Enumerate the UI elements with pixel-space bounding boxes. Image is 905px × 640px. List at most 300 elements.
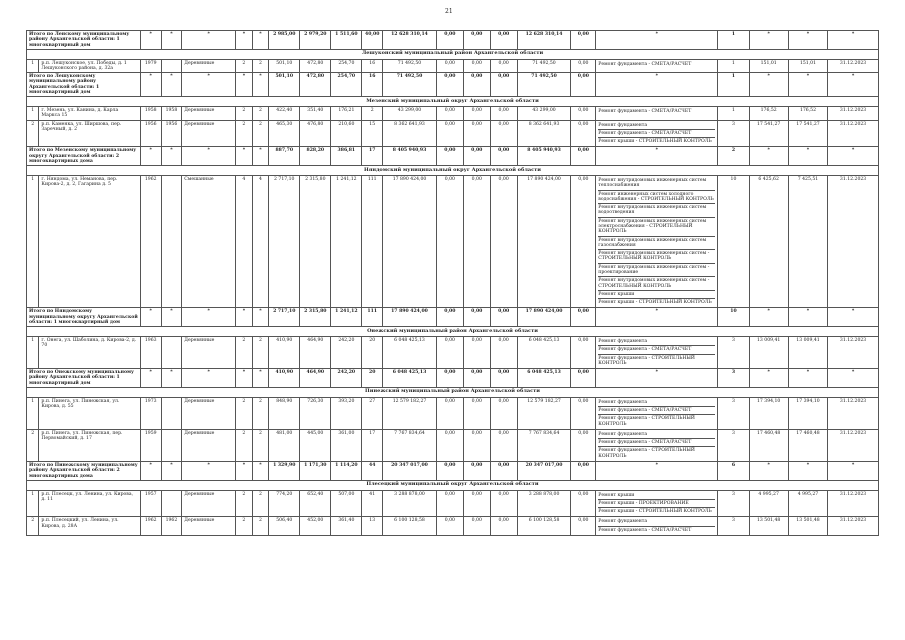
table-cell: Итого по Няндомскому муниципальному округу Архангельской области: 1 многоквартирный дом (27, 308, 141, 327)
table-cell: 386,81 (331, 147, 362, 166)
table-cell (161, 490, 182, 517)
table-cell: 2 (236, 120, 253, 147)
table-cell: 0,00 (490, 59, 517, 73)
table-cell: 2 (27, 517, 39, 536)
table-cell: * (140, 31, 161, 50)
table-cell: 6 048 425,13 (383, 336, 437, 368)
table-cell: * (236, 461, 253, 480)
table-cell: 0,00 (463, 397, 490, 429)
table-cell: 2 717,10 (269, 308, 300, 327)
table-cell: 242,20 (331, 336, 362, 368)
table-cell: 2 (236, 336, 253, 368)
table-cell: 2 (252, 59, 269, 73)
table-cell: 452,00 (300, 517, 331, 536)
table-cell: 1959 (140, 429, 161, 461)
table-cell: 0,00 (436, 59, 463, 73)
table-cell: Пинежский муниципальный район Архангельской области (27, 387, 879, 397)
table-cell: * (161, 73, 182, 97)
works-list-cell (596, 120, 718, 147)
table-cell: 3 (718, 397, 749, 429)
table-cell: 0,00 (463, 490, 490, 517)
subtotal-row (27, 369, 879, 388)
work-type-item: Ремонт инженерных систем холодного водоснабжения - СТРОИТЕЛЬНЫЙ КОНТРОЛЬ (598, 191, 715, 205)
section-header-row (27, 97, 879, 107)
table-cell: 176,52 (749, 107, 788, 121)
table-cell: 6 048 425,13 (383, 369, 437, 388)
table-cell: * (749, 461, 788, 480)
table-cell: 0,00 (571, 59, 596, 73)
work-type-item: Ремонт фундамента (598, 338, 715, 346)
work-type-item: Ремонт крыши - СТРОИТЕЛЬНЫЙ КОНТРОЛЬ (598, 300, 712, 306)
table-cell: * (161, 147, 182, 166)
table-cell: 27 (362, 397, 383, 429)
table-cell: 1958 (140, 107, 161, 121)
table-cell: 17 460,48 (788, 429, 827, 461)
table-cell: 17 541,27 (788, 120, 827, 147)
table-cell: Итого по Онежскому муниципальному району Архангельской области: 1 многоквартирный дом (27, 369, 141, 388)
table-cell: 2 (718, 147, 749, 166)
table-cell: 351,40 (300, 107, 331, 121)
work-type-item: Ремонт крыши - СТРОИТЕЛЬНЫЙ КОНТРОЛЬ (598, 139, 712, 145)
table-cell: 1 114,20 (331, 461, 362, 480)
table-cell: 20 347 017,00 (383, 461, 437, 480)
table-cell (161, 59, 182, 73)
subtotal-row (27, 147, 879, 166)
table-cell: * (161, 369, 182, 388)
table-cell: 0,00 (490, 73, 517, 97)
table-cell: Лешуконский муниципальный район Архангельской области (27, 49, 879, 59)
table-cell: * (828, 31, 879, 50)
table-cell: г. Мезень, ул. Канина, д. Карла Маркса 15 (39, 107, 140, 121)
table-cell: * (182, 308, 236, 327)
table-cell: 0,00 (436, 517, 463, 536)
table-cell: 0,00 (571, 461, 596, 480)
table-cell: 7 767 834,64 (517, 429, 571, 461)
table-cell: 4 995,27 (788, 490, 827, 517)
table-cell: * (182, 369, 236, 388)
table-cell: 887,70 (269, 147, 300, 166)
works-list-cell (596, 107, 718, 121)
table-cell: 2 (252, 336, 269, 368)
section-header-row (27, 49, 879, 59)
table-cell: 20 347 017,00 (517, 461, 571, 480)
building-row (27, 517, 879, 536)
table-cell: Деревянные (182, 517, 236, 536)
table-cell: 2 (236, 490, 253, 517)
table-cell: 71 492,50 (383, 73, 437, 97)
table-cell: 8 362 641,93 (383, 120, 437, 147)
table-cell: 1 511,60 (331, 31, 362, 50)
table-cell: 31.12.2023 (828, 120, 879, 147)
table-cell: 0,00 (571, 31, 596, 50)
section-header-row (27, 387, 879, 397)
table-cell: 17 (362, 429, 383, 461)
table-cell: 3 (718, 336, 749, 368)
table-cell: Деревянные (182, 336, 236, 368)
table-cell: 2 717,10 (269, 176, 300, 308)
subtotal-row (27, 308, 879, 327)
building-row (27, 176, 879, 308)
table-cell: Няндомский муниципальный округ Архангельской области (27, 166, 879, 176)
table-cell: * (140, 461, 161, 480)
table-cell: 0,00 (463, 308, 490, 327)
table-cell: 0,00 (463, 517, 490, 536)
table-cell: 111 (362, 176, 383, 308)
table-cell: 17 394,10 (749, 397, 788, 429)
table-cell: 393,20 (331, 397, 362, 429)
table-cell: 0,00 (463, 59, 490, 73)
table-cell (161, 176, 182, 308)
table-cell: 17 890 424,00 (517, 308, 571, 327)
work-type-item: Ремонт фундамента - СМЕТА/РАСЧЕТ (598, 109, 692, 115)
work-type-item: Ремонт внутридомовых инженерных систем - проектирование (598, 264, 715, 278)
work-type-item: Ремонт фундамента - СМЕТА/РАСЧЕТ (598, 346, 715, 354)
table-cell: * (252, 147, 269, 166)
table-cell: 507,00 (331, 490, 362, 517)
table-cell: 2 (236, 397, 253, 429)
table-cell: Деревянные (182, 120, 236, 147)
table-cell: р.п. Плесецк, ул. Ленина, ул. Кирова, д. 11 (39, 490, 140, 517)
table-cell: 0,00 (436, 461, 463, 480)
work-type-item: Ремонт фундамента (598, 122, 715, 130)
table-cell: 0,00 (490, 107, 517, 121)
table-cell: * (252, 369, 269, 388)
table-cell: * (161, 461, 182, 480)
table-cell: * (236, 308, 253, 327)
table-cell: 12 579 182,27 (517, 397, 571, 429)
table-cell: 2 (252, 490, 269, 517)
works-list-cell (596, 176, 718, 308)
work-type-item: Ремонт крыши (598, 492, 715, 500)
table-cell: 12 579 182,27 (383, 397, 437, 429)
table-cell: 242,20 (331, 369, 362, 388)
table-cell: 71 492,50 (517, 73, 571, 97)
building-row (27, 429, 879, 461)
table-cell: * (828, 308, 879, 327)
work-type-item: Ремонт крыши (598, 291, 715, 299)
table-cell: 6 100 128,58 (517, 517, 571, 536)
work-type-item: Ремонт фундамента (598, 431, 715, 439)
table-cell: 13 501,48 (788, 517, 827, 536)
table-cell: Итого по Пинежскому муниципальному району Архангельской области: 2 многоквартирных дома (27, 461, 141, 480)
work-type-item: Ремонт крыши - СТРОИТЕЛЬНЫЙ КОНТРОЛЬ (598, 509, 712, 515)
table-cell: 1962 (140, 517, 161, 536)
table-cell: 17 890 424,00 (383, 176, 437, 308)
table-cell: 0,00 (490, 120, 517, 147)
table-cell: 1979 (140, 59, 161, 73)
table-cell: 40,00 (362, 31, 383, 50)
table-cell: 151,01 (788, 59, 827, 73)
table-cell: 0,00 (490, 369, 517, 388)
table-cell: Деревянные (182, 490, 236, 517)
table-cell: 0,00 (463, 369, 490, 388)
works-list-cell (596, 517, 718, 536)
table-cell: 31.12.2023 (828, 176, 879, 308)
table-cell: 472,80 (300, 73, 331, 97)
table-cell: 1 (718, 31, 749, 50)
table-cell: 43 299,00 (517, 107, 571, 121)
table-cell: 2 985,00 (269, 31, 300, 50)
table-cell: 0,00 (463, 31, 490, 50)
table-cell: * (252, 31, 269, 50)
table-cell: 0,00 (436, 176, 463, 308)
table-cell: 0,00 (463, 336, 490, 368)
table-cell: 0,00 (571, 176, 596, 308)
table-cell: 17 890 424,00 (517, 176, 571, 308)
table-cell: 3 (718, 490, 749, 517)
table-cell: * (828, 73, 879, 97)
table-cell: * (596, 369, 718, 388)
table-cell: 0,00 (571, 120, 596, 147)
table-cell: 0,00 (490, 336, 517, 368)
table-cell: 652,40 (300, 490, 331, 517)
table-cell: 6 100 128,58 (383, 517, 437, 536)
table-cell: г. Онега, ул. Шаболина, д. Кирова-2, д. 70 (39, 336, 140, 368)
work-type-item: Ремонт фундамента - СМЕТА/РАСЧЕТ (598, 130, 715, 138)
table-cell: * (788, 369, 827, 388)
table-cell: 3 288 878,00 (517, 490, 571, 517)
table-cell: 71 492,50 (383, 59, 437, 73)
building-row (27, 107, 879, 121)
table-cell: 17 460,48 (749, 429, 788, 461)
table-cell: 0,00 (463, 120, 490, 147)
works-list-cell (596, 490, 718, 517)
table-cell: р.п. Каменка, ул. Ширшова, пер. Заречный, д. 2 (39, 120, 140, 147)
table-cell: 0,00 (490, 461, 517, 480)
table-cell: * (252, 308, 269, 327)
table-cell: 13 501,48 (749, 517, 788, 536)
table-cell: 43 299,00 (383, 107, 437, 121)
table-cell: 0,00 (463, 147, 490, 166)
table-cell: 2 979,20 (300, 31, 331, 50)
table-cell: 0,00 (436, 120, 463, 147)
table-cell: 1 (27, 397, 39, 429)
table-cell: 361,40 (331, 517, 362, 536)
table-cell: 0,00 (490, 490, 517, 517)
table-cell: 4 (252, 176, 269, 308)
table-cell: 15 (362, 120, 383, 147)
table-cell: * (788, 147, 827, 166)
table-cell: 12 628 310,14 (383, 31, 437, 50)
table-cell: Деревянные (182, 107, 236, 121)
table-cell: 0,00 (490, 429, 517, 461)
table-cell: * (828, 369, 879, 388)
table-cell: 13 009,41 (749, 336, 788, 368)
table-cell: * (788, 73, 827, 97)
table-cell: 0,00 (571, 147, 596, 166)
table-cell: 506,40 (269, 517, 300, 536)
table-cell: 12 628 310,14 (517, 31, 571, 50)
table-cell: 1962 (161, 517, 182, 536)
work-type-item: Ремонт крыши - ПРОЕКТИРОВАНИЕ (598, 500, 715, 508)
table-cell: 2 (27, 429, 39, 461)
table-cell: 8 405 940,93 (517, 147, 571, 166)
table-cell: г. Няндома, ул. Неманова, пер. Кирова-2, д. 2, Гагарина д. 5 (39, 176, 140, 308)
table-cell: 501,10 (269, 59, 300, 73)
building-row (27, 397, 879, 429)
table-cell: 2 315,80 (300, 176, 331, 308)
table-cell: * (788, 461, 827, 480)
table-cell: р.п. Плесецкий, ул. Ленина, ул. Кирова, д. 28А (39, 517, 140, 536)
work-type-item: Ремонт фундамента - СТРОИТЕЛЬНЫЙ КОНТРОЛЬ (598, 416, 695, 427)
table-cell: 13 (362, 517, 383, 536)
table-cell: Деревянные (182, 397, 236, 429)
table-cell: 17 394,10 (788, 397, 827, 429)
work-type-item: Ремонт фундамента - СМЕТА/РАСЧЕТ (598, 407, 715, 415)
table-cell: 176,21 (331, 107, 362, 121)
table-cell: 20 (362, 369, 383, 388)
table-cell: 0,00 (436, 336, 463, 368)
table-cell: * (596, 308, 718, 327)
work-type-item: Ремонт внутридомовых инженерных систем водоотведения (598, 204, 715, 218)
table-cell: 0,00 (571, 308, 596, 327)
table-cell: * (828, 147, 879, 166)
table-cell: 445,00 (300, 429, 331, 461)
table-cell: 2 (362, 107, 383, 121)
table-cell: 0,00 (571, 490, 596, 517)
section-header-row (27, 327, 879, 337)
table-cell: 2 (236, 429, 253, 461)
table-cell: Деревянные (182, 429, 236, 461)
table-cell: Смешанные (182, 176, 236, 308)
table-cell: 501,10 (269, 73, 300, 97)
table-cell: 31.12.2023 (828, 517, 879, 536)
table-cell: 111 (362, 308, 383, 327)
table-cell: 13 009,41 (788, 336, 827, 368)
work-type-item: Ремонт внутридомовых инженерных систем - СТРОИТЕЛЬНЫЙ КОНТРОЛЬ (598, 250, 715, 264)
table-cell: 1956 (140, 120, 161, 147)
table-cell: 476,80 (300, 120, 331, 147)
work-type-item: Ремонт фундамента - СТРОИТЕЛЬНЫЙ КОНТРОЛЬ (598, 355, 695, 366)
table-cell (161, 336, 182, 368)
table-cell: 726,30 (300, 397, 331, 429)
works-list-cell (596, 429, 718, 461)
table-cell: 1 241,12 (331, 176, 362, 308)
building-row (27, 336, 879, 368)
section-header-row (27, 480, 879, 490)
capital-repair-register-table (26, 30, 879, 536)
building-row (27, 59, 879, 73)
works-list-cell (596, 397, 718, 429)
table-cell: 3 (718, 120, 749, 147)
table-cell: * (236, 73, 253, 97)
table-cell: 472,80 (300, 59, 331, 73)
table-cell: 0,00 (463, 73, 490, 97)
table-cell: 410,90 (269, 369, 300, 388)
table-cell: 16 (362, 73, 383, 97)
table-cell: 422,40 (269, 107, 300, 121)
table-cell: 2 (236, 107, 253, 121)
table-cell: 1 (27, 336, 39, 368)
table-cell: * (749, 369, 788, 388)
table-cell: 481,00 (269, 429, 300, 461)
table-cell: 6 048 425,13 (517, 336, 571, 368)
table-cell: 31.12.2023 (828, 490, 879, 517)
table-cell: 254,70 (331, 59, 362, 73)
table-cell: 31.12.2023 (828, 429, 879, 461)
table-cell: 0,00 (571, 517, 596, 536)
table-cell: 410,90 (269, 336, 300, 368)
subtotal-row (27, 73, 879, 97)
table-cell: 1 (718, 73, 749, 97)
table-cell: 2 (252, 397, 269, 429)
work-type-item: Ремонт фундамента - СМЕТА/РАСЧЕТ (598, 439, 715, 447)
table-cell: * (749, 73, 788, 97)
table-cell: 31.12.2023 (828, 397, 879, 429)
table-cell: 4 995,27 (749, 490, 788, 517)
table-cell: 0,00 (436, 147, 463, 166)
table-cell: 1958 (161, 107, 182, 121)
table-cell: * (182, 147, 236, 166)
table-cell: 0,00 (436, 73, 463, 97)
table-cell (161, 429, 182, 461)
table-cell: 1 (27, 490, 39, 517)
table-cell: 41 (362, 490, 383, 517)
work-type-item: Ремонт фундамента - СМЕТА/РАСЧЕТ (598, 527, 692, 533)
subtotal-row (27, 31, 879, 50)
table-cell: 1957 (140, 490, 161, 517)
table-cell: * (236, 31, 253, 50)
table-cell: Итого по Ленскому муниципальному району Архангельской области: 1 многоквартирный дом (27, 31, 141, 50)
table-cell: 31.12.2023 (828, 107, 879, 121)
section-header-row (27, 166, 879, 176)
table-cell: 151,01 (749, 59, 788, 73)
table-cell: * (828, 461, 879, 480)
table-cell: 1956 (161, 120, 182, 147)
table-cell: 464,90 (300, 336, 331, 368)
table-cell: 2 (252, 429, 269, 461)
table-cell: 0,00 (571, 369, 596, 388)
table-cell: 0,00 (436, 308, 463, 327)
table-cell: Итого по Мезенскому муниципальному округу Архангельской области: 2 многоквартирных дома (27, 147, 141, 166)
table-cell: 464,90 (300, 369, 331, 388)
works-list-cell (596, 59, 718, 73)
table-cell: 6 425,62 (749, 176, 788, 308)
page-number: 21 (445, 8, 453, 15)
table-cell: р.п. Лешуконское, ул. Победы, д. 1 Лешуконского района, д. 32а (39, 59, 140, 73)
table-cell: 828,20 (300, 147, 331, 166)
table-cell: * (596, 461, 718, 480)
table-cell: 1 (27, 59, 39, 73)
table-cell: 8 362 641,93 (517, 120, 571, 147)
work-type-item: Ремонт фундамента (598, 399, 715, 407)
table-cell: 17 (362, 147, 383, 166)
table-cell: 774,20 (269, 490, 300, 517)
table-cell: 0,00 (463, 461, 490, 480)
table-cell: 8 405 940,93 (383, 147, 437, 166)
table-cell: * (788, 308, 827, 327)
table-cell: 71 492,50 (517, 59, 571, 73)
table-cell: * (182, 31, 236, 50)
table-cell: 0,00 (463, 176, 490, 308)
table-cell: 361,00 (331, 429, 362, 461)
table-cell: 254,70 (331, 73, 362, 97)
table-cell: 0,00 (436, 31, 463, 50)
table-cell: 1 (718, 107, 749, 121)
subtotal-row (27, 461, 879, 480)
table-cell: Деревянные (182, 59, 236, 73)
work-type-item: Ремонт внутридомовых инженерных систем теплоснабжения (598, 177, 715, 191)
table-cell: 1 171,30 (300, 461, 331, 480)
table-cell: 0,00 (463, 429, 490, 461)
table-cell: 17 541,27 (749, 120, 788, 147)
table-cell: 0,00 (436, 429, 463, 461)
table-cell: 0,00 (436, 490, 463, 517)
building-row (27, 120, 879, 147)
table-cell: 3 (718, 517, 749, 536)
table-cell: 176,52 (788, 107, 827, 121)
table-cell: 848,90 (269, 397, 300, 429)
